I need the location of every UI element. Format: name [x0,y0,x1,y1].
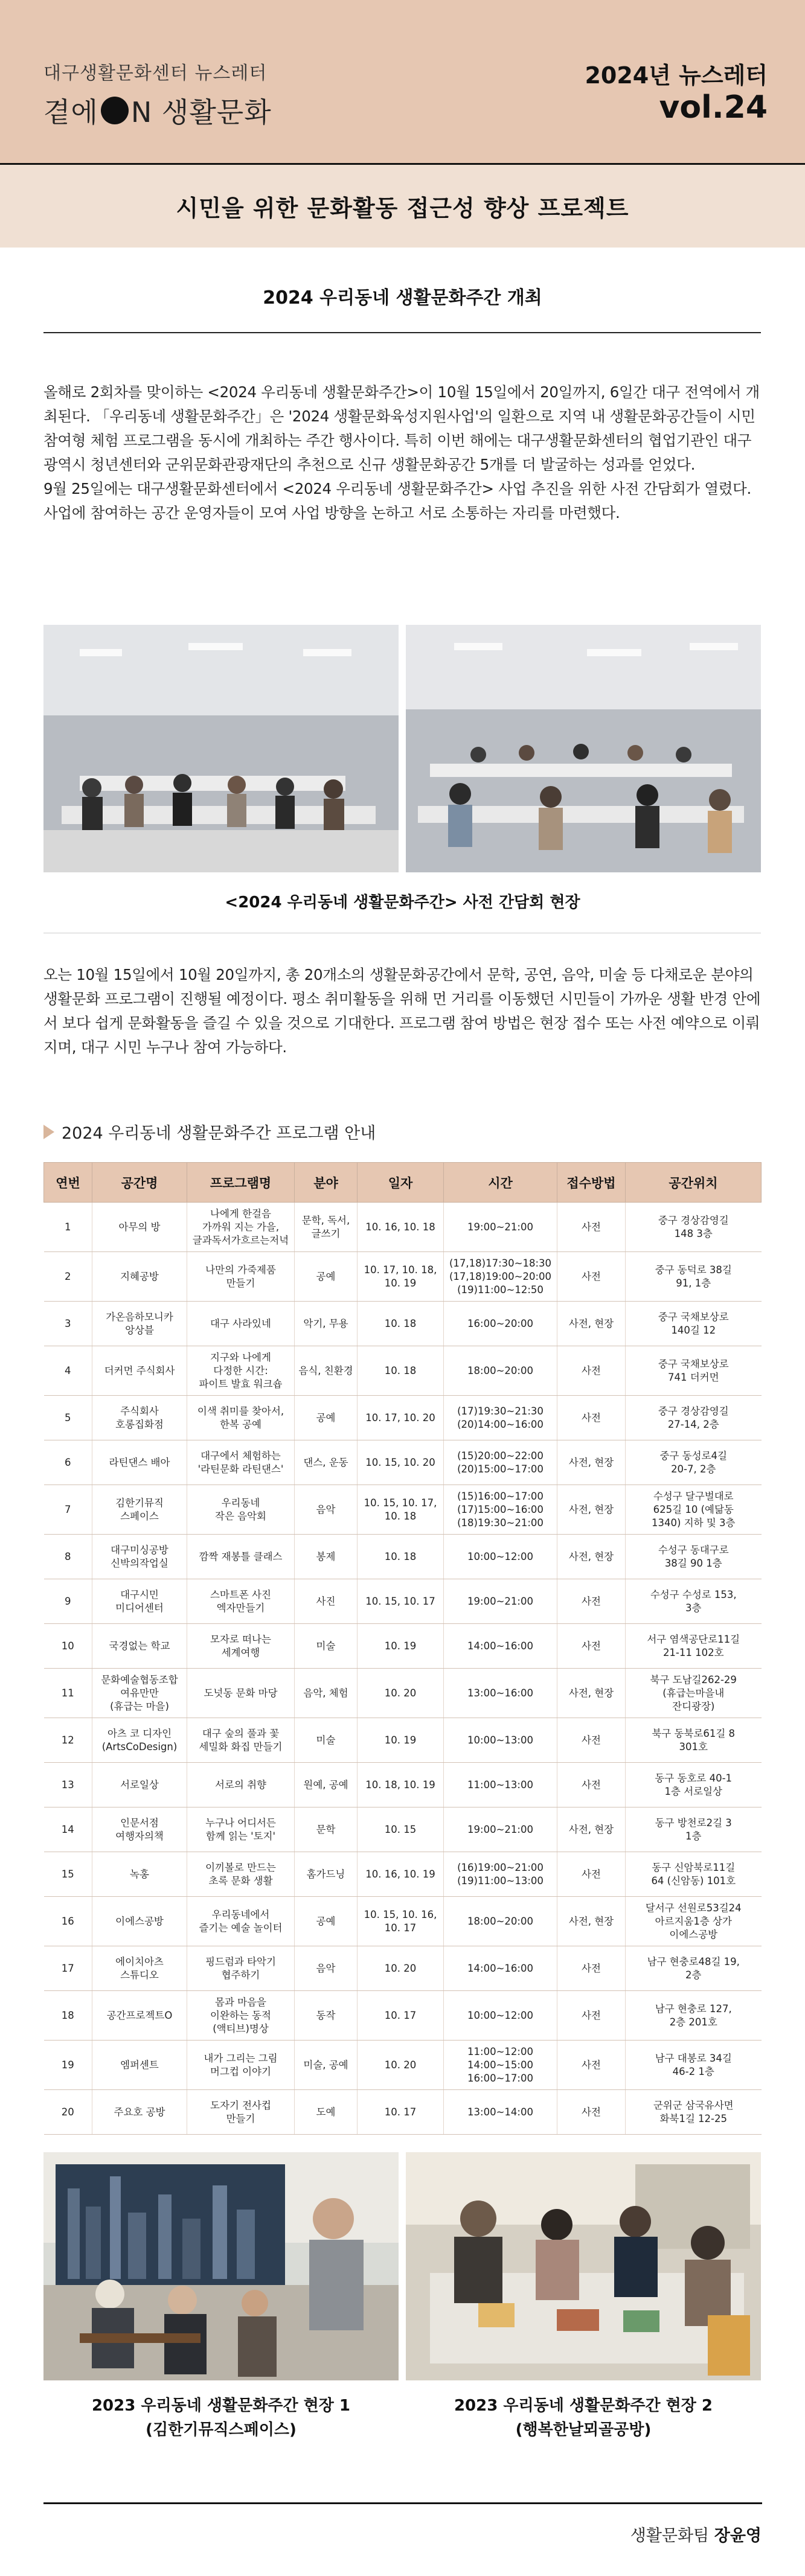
table-cell: 서구 염색공단로11길 21-11 102호 [626,1624,762,1669]
table-cell: 사전 [557,1579,626,1624]
table-cell: 내가 그리는 그림 머그컵 이야기 [187,2041,295,2090]
table-cell: 12 [44,1718,92,1763]
program-paragraph: 오는 10월 15일에서 10월 20일까지, 총 20개소의 생활문화공간에서 문학, 공연, 음악, 미술 등 다채로운 분야의 생활문화 프로그램이 진행될 예정이다. 평소 취미활동을 위해 먼 거리를 이동했던 시민들이 가까운 생활 반경 안에서 보다 쉽게 문화활동을 즐길 수 있을 것으로 기대한다. 프로그램 참여 방법은 현장 접수 또는 사전 예약으로 이뤄지며, 대구 시민 누구나 참여 가능하다. [43,966,761,1056]
table-cell: 미술 [295,1624,358,1669]
photo-caption-workshop [406,2394,761,2442]
table-cell: 사전 [557,1252,626,1302]
table-cell: 10. 20 [358,1946,444,1991]
table-cell: 9 [44,1579,92,1624]
table-cell: 10. 15, 10. 17 [358,1579,444,1624]
table-cell: 이에스공방 [92,1897,187,1946]
table-cell: 서로의 취향 [187,1763,295,1807]
org-name: 대구생활문화센터 뉴스레터 [43,63,268,84]
table-row [44,1485,762,1535]
table-cell: 누구나 어디서든 함께 읽는 '토지' [187,1807,295,1852]
table-cell: 몸과 마음을 이완하는 동적 (액티브)명상 [187,1991,295,2041]
logo-text-left: 곁에 [43,96,98,129]
table-cell: 공예 [295,1396,358,1440]
column-header: 분야 [295,1163,358,1203]
table-row [44,1252,762,1302]
table-cell: 문학 [295,1807,358,1852]
article-subtitle: 2024 우리동네 생활문화주간 개최 [263,287,542,308]
table-cell: 대구시민 미디어센터 [92,1579,187,1624]
table-cell: 달서구 선원로53길24 아르지움1층 상가 이에스공방 [626,1897,762,1946]
table-cell: 아무의 방 [92,1203,187,1252]
triangle-bullet-icon [43,1125,54,1139]
logo-text-right: N 생활문화 [130,96,272,129]
table-cell: 사전, 현장 [557,1807,626,1852]
table-cell: 공예 [295,1897,358,1946]
footer-divider [43,2502,762,2504]
table-cell: 15 [44,1852,92,1897]
table-cell: 10. 17 [358,2090,444,2135]
table-cell: 10. 17, 10. 20 [358,1396,444,1440]
table-cell: 16 [44,1897,92,1946]
table-cell: 11:00~12:00 14:00~15:00 16:00~17:00 [444,2041,557,2090]
photo-caption-music [43,2394,399,2442]
table-cell: 지구와 나에게 다정한 시간: 파이트 발효 워크숍 [187,1346,295,1396]
table-cell: 문학, 독서, 글쓰기 [295,1203,358,1252]
table-cell: 국경없는 학교 [92,1624,187,1669]
table-row [44,1535,762,1579]
table-cell: 미술, 공예 [295,2041,358,2090]
table-cell: 북구 동북로61길 8 301호 [626,1718,762,1763]
table-row [44,1807,762,1852]
table-cell: 중구 경상감영길 148 3층 [626,1203,762,1252]
table-cell: 사전 [557,1624,626,1669]
table-cell: 10. 20 [358,1669,444,1718]
table-cell: 사전, 현장 [557,1897,626,1946]
table-cell: 10. 15 [358,1807,444,1852]
table-cell: 사전 [557,2090,626,2135]
table-cell: 사전, 현장 [557,1535,626,1579]
table-cell: 11:00~13:00 [444,1763,557,1807]
table-cell: 10 [44,1624,92,1669]
photo-caption-workshop-title: 2023 우리동네 생활문화주간 현장 2 [454,2397,713,2415]
table-cell: 사전 [557,1852,626,1897]
table-cell: 원예, 공예 [295,1763,358,1807]
table-row [44,1346,762,1396]
table-cell: 인문서점 여행자의책 [92,1807,187,1852]
table-cell: 봉제 [295,1535,358,1579]
table-cell: 사전 [557,1346,626,1396]
table-row [44,1763,762,1807]
table-cell: 사전 [557,1946,626,1991]
newsletter-logo [43,91,272,130]
table-cell: 중구 동성로4길 20-7, 2층 [626,1440,762,1485]
project-title: 시민을 위한 문화활동 접근성 향상 프로젝트 [176,195,629,222]
table-cell: 문화예술협동조합 여유만만 (휴급는 마을) [92,1669,187,1718]
table-row [44,1852,762,1897]
table-cell: 중구 국채보상로 741 더커먼 [626,1346,762,1396]
table-cell: 10. 18 [358,1535,444,1579]
table-cell: 악기, 무용 [295,1302,358,1346]
table-cell: 핑드럼과 타악기 협주하기 [187,1946,295,1991]
table-cell: 사전 [557,1718,626,1763]
table-cell: 10. 18 [358,1346,444,1396]
table-cell: 모자로 떠나는 세계여행 [187,1624,295,1669]
divider [43,332,761,333]
table-cell: 18:00~20:00 [444,1346,557,1396]
table-cell: 동구 방천로2길 3 1층 [626,1807,762,1852]
table-cell: 13 [44,1763,92,1807]
table-cell: 5 [44,1396,92,1440]
project-band [0,163,805,248]
table-cell: 10:00~12:00 [444,1991,557,2041]
table-cell: 도자기 전사컵 만들기 [187,2090,295,2135]
table-row [44,1302,762,1346]
table-cell: 2 [44,1252,92,1302]
table-cell: 미술 [295,1718,358,1763]
table-cell: 나만의 가죽제품 만들기 [187,1252,295,1302]
table-cell: 4 [44,1346,92,1396]
table-cell: 음악 [295,1946,358,1991]
table-cell: 스마트폰 사진 엑자만들기 [187,1579,295,1624]
table-cell: 홈가드닝 [295,1852,358,1897]
table-cell: 동구 동호로 40-1 1층 서로일상 [626,1763,762,1807]
table-row [44,1718,762,1763]
table-cell: 엠퍼센트 [92,2041,187,2090]
table-cell: 사전 [557,1991,626,2041]
newsletter-volume: vol.24 [659,89,768,126]
logo-dot-icon [101,97,129,124]
table-cell: 10:00~12:00 [444,1535,557,1579]
table-cell: 아츠 코 디자인 (ArtsCoDesign) [92,1718,187,1763]
table-cell: 남구 대봉로 34길 46-2 1층 [626,2041,762,2090]
table-cell: 10. 17, 10. 18, 10. 19 [358,1252,444,1302]
table-row [44,1579,762,1624]
table-cell: 댄스, 운동 [295,1440,358,1485]
table-row [44,1897,762,1946]
table-cell: 도예 [295,2090,358,2135]
table-cell: 19:00~21:00 [444,1579,557,1624]
table-cell: 10. 16, 10. 19 [358,1852,444,1897]
column-header: 프로그램명 [187,1163,295,1203]
table-row [44,1946,762,1991]
photo-caption-meeting: <2024 우리동네 생활문화주간> 사전 간담회 현장 [225,893,580,912]
table-cell: 중구 경상감영길 27-14, 2층 [626,1396,762,1440]
footer-team: 생활문화팀 [630,2526,710,2545]
table-cell: 10. 18 [358,1302,444,1346]
table-cell: 서로일상 [92,1763,187,1807]
table-header-row [44,1163,762,1203]
table-cell: (17)19:30~21:30 (20)14:00~16:00 [444,1396,557,1440]
table-cell: 14 [44,1807,92,1852]
photo-caption-workshop-venue: (행복한날뫼골공방) [515,2421,652,2439]
table-cell: 라틴댄스 배아 [92,1440,187,1485]
table-row [44,1624,762,1669]
table-cell: 수성구 동대구로 38길 90 1층 [626,1535,762,1579]
table-cell: 14:00~16:00 [444,1946,557,1991]
table-cell: 우리동네에서 즐기는 예술 놀이터 [187,1897,295,1946]
table-cell: 19 [44,2041,92,2090]
program-description [43,963,762,1059]
table-cell: 가온음하모니카 앙상블 [92,1302,187,1346]
table-cell: 19:00~21:00 [444,1807,557,1852]
newsletter-year: 2024년 뉴스레터 [585,62,768,89]
table-cell: 13:00~16:00 [444,1669,557,1718]
table-cell: 주요호 공방 [92,2090,187,2135]
table-row [44,2090,762,2135]
table-row [44,1440,762,1485]
intro-paragraph-1: 올해로 2회차를 맞이하는 <2024 우리동네 생활문화주간>이 10월 15일에서 20일까지, 6일간 대구 전역에서 개최된다. 「우리동네 생활문화주간」은 '2024 생활문화육성지원사업'의 일환으로 지역 내 생활문화공간들이 시민 참여형 체험 프로그램을 동시에 개최하는 주간 행사이다. 특히 이번 해에는 대구생활문화센터의 협업기관인 대구광역시 청년센터와 군위문화관광재단의 추천으로 신규 생활문화공간 5개를 더 발굴하는 성과를 얻었다. [43,383,760,473]
table-cell: 17 [44,1946,92,1991]
table-cell: 주식회사 호롱집화점 [92,1396,187,1440]
table-row [44,1396,762,1440]
column-header: 연번 [44,1163,92,1203]
table-cell: 8 [44,1535,92,1579]
photo-caption-music-venue: (김한기뮤직스페이스) [146,2421,297,2439]
footer-credit [630,2522,762,2546]
event-photo-workshop [406,2152,761,2380]
column-header: 공간명 [92,1163,187,1203]
table-cell: (16)19:00~21:00 (19)11:00~13:00 [444,1852,557,1897]
photo-caption-music-title: 2023 우리동네 생활문화주간 현장 1 [91,2397,351,2415]
table-cell: 19:00~21:00 [444,1203,557,1252]
table-cell: 남구 현충로 127, 2층 201호 [626,1991,762,2041]
table-cell: 18 [44,1991,92,2041]
table-cell: 대구미싱공방 신박의작업실 [92,1535,187,1579]
table-cell: (15)16:00~17:00 (17)15:00~16:00 (18)19:30~21:00 [444,1485,557,1535]
table-row [44,2041,762,2090]
table-cell: 1 [44,1203,92,1252]
table-cell: 10. 20 [358,2041,444,2090]
table-cell: 공예 [295,1252,358,1302]
table-cell: 10:00~13:00 [444,1718,557,1763]
table-cell: 군위군 삼국유사면 화북1길 12-25 [626,2090,762,2135]
table-cell: 대구 사라있네 [187,1302,295,1346]
table-cell: 더커먼 주식회사 [92,1346,187,1396]
table-cell: 11 [44,1669,92,1718]
table-cell: 7 [44,1485,92,1535]
table-cell: 대구 숲의 풀과 꽃 세밀화 화집 만들기 [187,1718,295,1763]
column-header: 일자 [358,1163,444,1203]
column-header: 공간위치 [626,1163,762,1203]
table-cell: 이끼볼로 만드는 초록 문화 생활 [187,1852,295,1897]
table-row [44,1991,762,2041]
table-cell: 도넛동 문화 마당 [187,1669,295,1718]
program-table [43,1162,761,2135]
article-intro [43,380,762,525]
table-cell: 20 [44,2090,92,2135]
table-cell: 음악, 체험 [295,1669,358,1718]
table-cell: 녹홍 [92,1852,187,1897]
table-cell: 지혜공방 [92,1252,187,1302]
event-photo-music [43,2152,399,2380]
table-cell: 에이치아츠 스튜디오 [92,1946,187,1991]
intro-paragraph-2: 9월 25일에는 대구생활문화센터에서 <2024 우리동네 생활문화주간> 사업 추진을 위한 사전 간담회가 열렸다. 사업에 참여하는 공간 운영자들이 모여 사업 방향을 논하고 서로 소통하는 자리를 마련했다. [43,480,752,522]
table-cell: 6 [44,1440,92,1485]
table-cell: 중구 국채보상로 140길 12 [626,1302,762,1346]
table-cell: 사전, 현장 [557,1485,626,1535]
table-cell: 16:00~20:00 [444,1302,557,1346]
table-cell: 3 [44,1302,92,1346]
program-section-label [43,1120,376,1143]
table-row [44,1203,762,1252]
table-cell: 사진 [295,1579,358,1624]
table-cell: 사전, 현장 [557,1302,626,1346]
table-cell: 나에게 한걸음 가까워 지는 가을, 글과독서가흐르는저녁 [187,1203,295,1252]
table-cell: 북구 도남길262-29 (휴급는마을내 잔디광장) [626,1669,762,1718]
table-cell: 사전 [557,1396,626,1440]
newsletter-header [0,0,805,163]
table-cell: 10. 18, 10. 19 [358,1763,444,1807]
table-cell: (17,18)17:30~18:30 (17,18)19:00~20:00 (19)11:00~12:50 [444,1252,557,1302]
table-cell: 중구 동덕로 38길 91, 1층 [626,1252,762,1302]
table-cell: 10. 16, 10. 18 [358,1203,444,1252]
table-cell: 음식, 친환경 [295,1346,358,1396]
meeting-photo-1 [43,625,399,872]
table-cell: 동구 신암북로11길 64 (신암동) 101호 [626,1852,762,1897]
table-cell: 사전 [557,2041,626,2090]
table-cell: 10. 19 [358,1718,444,1763]
table-cell: 우리동네 작은 음악회 [187,1485,295,1535]
table-cell: 사전, 현장 [557,1440,626,1485]
footer-author: 장윤영 [714,2526,762,2545]
table-cell: 10. 19 [358,1624,444,1669]
column-header: 시간 [444,1163,557,1203]
table-cell: 10. 17 [358,1991,444,2041]
table-cell: 수성구 수성로 153, 3층 [626,1579,762,1624]
program-section-title: 2024 우리동네 생활문화주간 프로그램 안내 [62,1124,376,1143]
table-cell: 동작 [295,1991,358,2041]
table-cell: 이색 취미를 찾아서, 한복 공예 [187,1396,295,1440]
table-cell: 10. 15, 10. 16, 10. 17 [358,1897,444,1946]
table-cell: 10. 15, 10. 20 [358,1440,444,1485]
table-cell: 공간프로젝트O [92,1991,187,2041]
table-cell: 수성구 달구벌대로 625길 10 (예닮동 1340) 지하 및 3층 [626,1485,762,1535]
column-header: 접수방법 [557,1163,626,1203]
table-cell: 14:00~16:00 [444,1624,557,1669]
table-cell: 김한기뮤직 스페이스 [92,1485,187,1535]
table-cell: 사전 [557,1763,626,1807]
table-body [44,1203,762,2135]
table-cell: (15)20:00~22:00 (20)15:00~17:00 [444,1440,557,1485]
table-cell: 깜짝 재봉틀 클래스 [187,1535,295,1579]
meeting-photo-2 [406,625,761,872]
table-cell: 남구 현충로48길 19, 2층 [626,1946,762,1991]
table-cell: 13:00~14:00 [444,2090,557,2135]
table-row [44,1669,762,1718]
table-cell: 대구에서 체험하는 '라틴문화 라틴댄스' [187,1440,295,1485]
table-cell: 사전 [557,1203,626,1252]
table-cell: 18:00~20:00 [444,1897,557,1946]
table-cell: 음악 [295,1485,358,1535]
table-cell: 사전, 현장 [557,1669,626,1718]
table-cell: 10. 15, 10. 17, 10. 18 [358,1485,444,1535]
